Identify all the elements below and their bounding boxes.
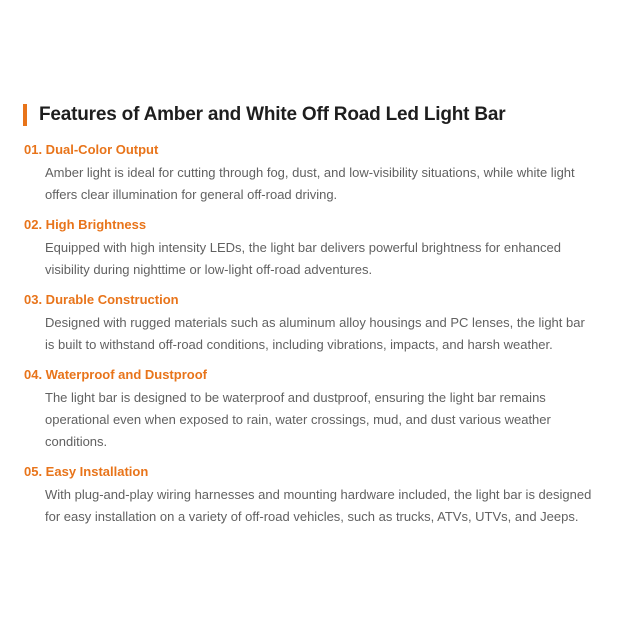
feature-title: 02. High Brightness bbox=[24, 217, 147, 232]
section-heading bbox=[23, 104, 505, 126]
feature-item-easy-installation bbox=[24, 462, 596, 528]
feature-description: The light bar is designed to be waterproof and dustproof, ensuring the light bar remains operational even when exposed to rain, water crossings, mud, and dust various weather conditions. bbox=[45, 390, 551, 449]
feature-title: 01. Dual-Color Output bbox=[24, 142, 159, 157]
page-title: Features of Amber and White Off Road Led Light Bar bbox=[39, 104, 506, 125]
feature-description: Equipped with high intensity LEDs, the light bar delivers powerful brightness for enhanced visibility during nighttime or low-light off-road adventures. bbox=[45, 240, 561, 277]
feature-item-waterproof bbox=[24, 365, 596, 453]
feature-list bbox=[24, 140, 596, 537]
feature-description: Designed with rugged materials such as aluminum alloy housings and PC lenses, the light bar is built to withstand off-road conditions, including vibrations, impacts, and harsh weather. bbox=[45, 315, 585, 352]
feature-description: With plug-and-play wiring harnesses and mounting hardware included, the light bar is designed for easy installation on a variety of off-road vehicles, such as trucks, ATVs, UTVs, and Jeeps. bbox=[45, 487, 592, 524]
feature-title: 04. Waterproof and Dustproof bbox=[24, 367, 207, 382]
feature-item-durable-construction bbox=[24, 290, 596, 356]
feature-title: 03. Durable Construction bbox=[24, 292, 179, 307]
feature-item-high-brightness bbox=[24, 215, 596, 281]
heading-accent-bar bbox=[23, 104, 27, 126]
feature-description: Amber light is ideal for cutting through fog, dust, and low-visibility situations, while white light offers clear illumination for general off-road driving. bbox=[45, 165, 575, 202]
feature-item-dual-color bbox=[24, 140, 596, 206]
feature-title: 05. Easy Installation bbox=[24, 464, 149, 479]
